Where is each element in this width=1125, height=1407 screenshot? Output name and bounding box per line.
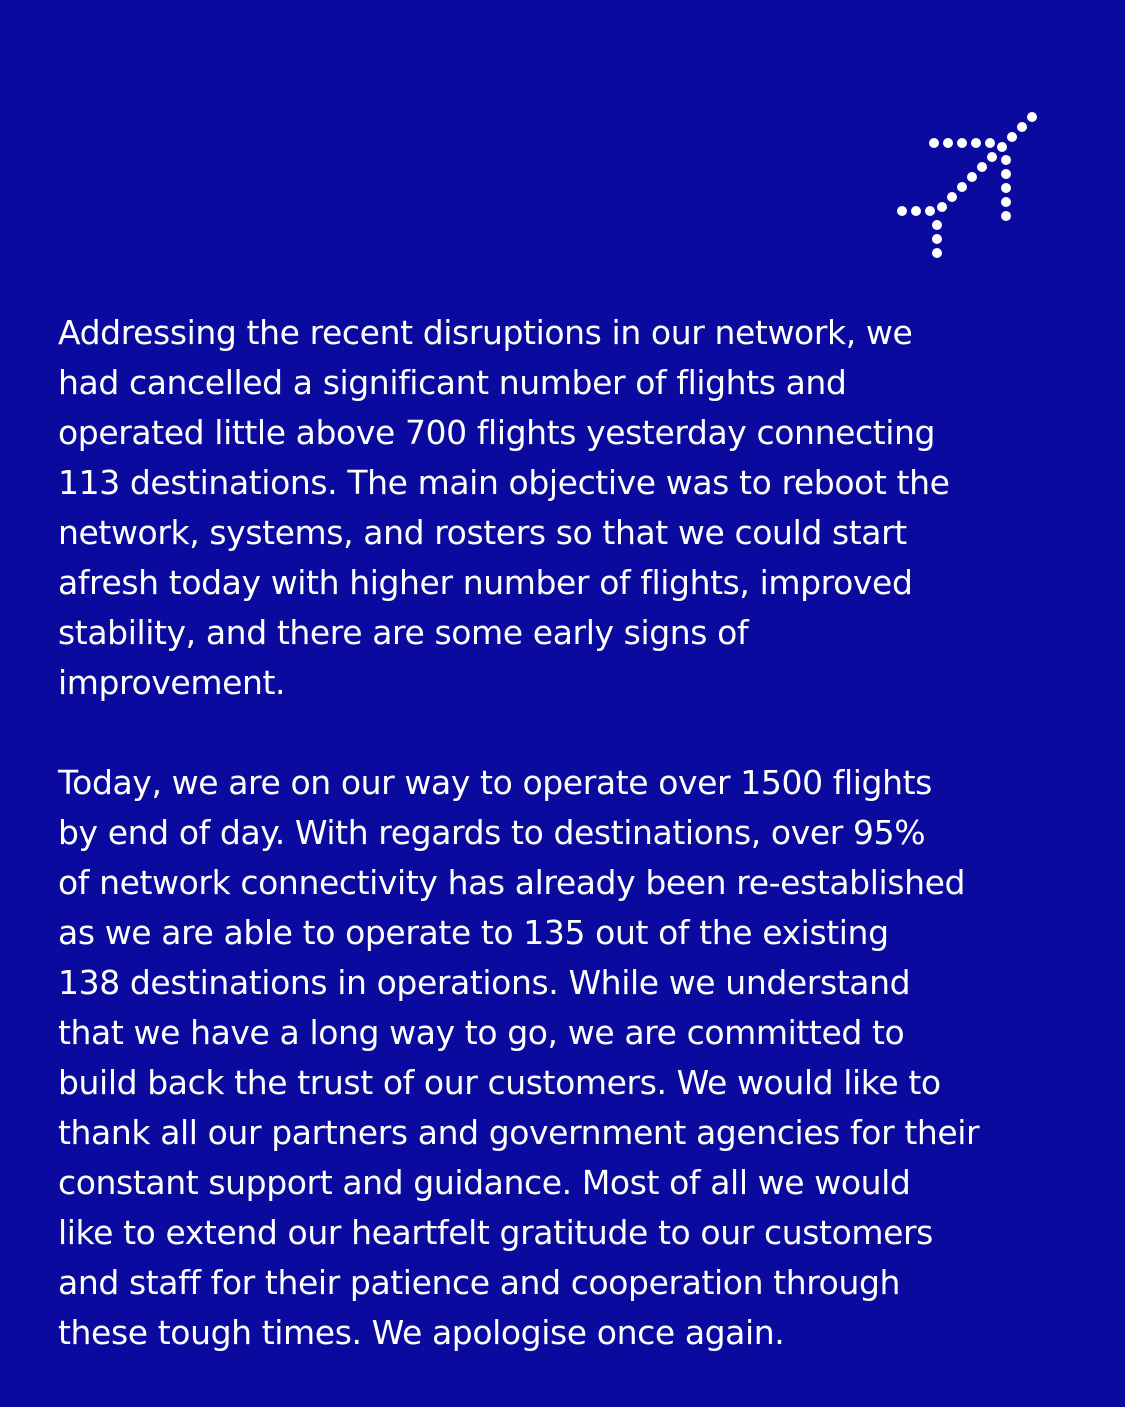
statement-paragraph-2: Today, we are on our way to operate over 1500 flights by end of day. With regards to destinations, over 95% of network connectivity has already been re-established as we are able to operate to 135 out of the existing 138 destinations in operations. While we understand that we have a long way to go, we are committed to build back the trust of our customers. We would like to thank all our partners and government agencies for their constant support and guidance. Most of all we would like to extend our heartfelt gratitude to our customers and staff for their patience and cooperation through these tough times. We apologise once again. xyxy=(58,763,980,1352)
statement-paragraph-1: Addressing the recent disruptions in our network, we had cancelled a significant number of flights and operated little above 700 flights yesterday connecting 113 destinations. The main objective was to reboot the network, systems, and rosters so that we could start afresh today with higher number of flights, improved stability, and there are some early signs of improvement. xyxy=(58,313,950,702)
statement-body xyxy=(58,308,1068,1358)
dotted-plane-arrow-icon xyxy=(880,100,1050,270)
